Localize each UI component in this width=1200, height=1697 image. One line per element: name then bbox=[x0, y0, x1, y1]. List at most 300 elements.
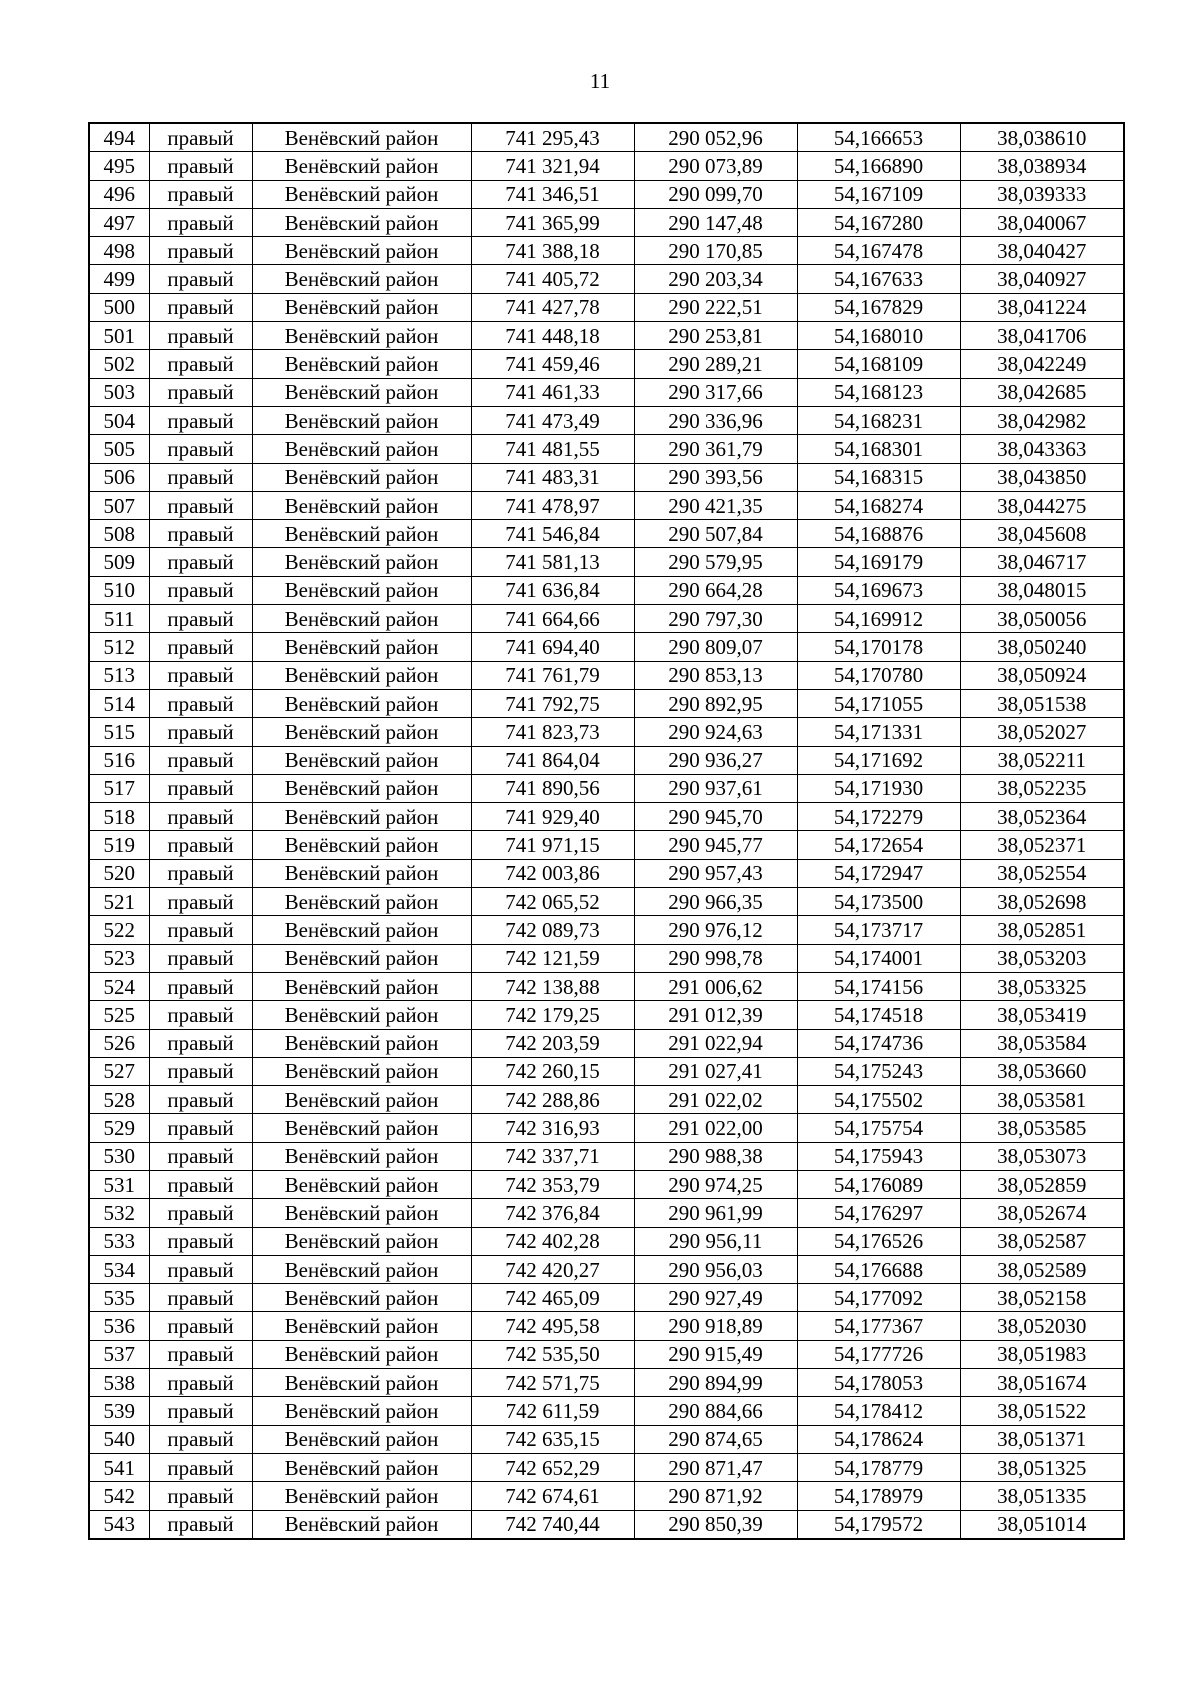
longitude-cell: 38,053203 bbox=[960, 944, 1124, 972]
point-number-cell: 520 bbox=[89, 859, 149, 887]
x-coordinate-cell: 741 483,31 bbox=[471, 463, 634, 491]
longitude-cell: 38,050240 bbox=[960, 633, 1124, 661]
y-coordinate-cell: 290 945,70 bbox=[634, 803, 797, 831]
x-coordinate-cell: 742 288,86 bbox=[471, 1086, 634, 1114]
x-coordinate-cell: 742 652,29 bbox=[471, 1453, 634, 1481]
x-coordinate-cell: 741 295,43 bbox=[471, 123, 634, 152]
x-coordinate-cell: 741 823,73 bbox=[471, 718, 634, 746]
longitude-cell: 38,048015 bbox=[960, 576, 1124, 604]
y-coordinate-cell: 290 892,95 bbox=[634, 689, 797, 717]
district-cell: Венёвский район bbox=[252, 1453, 471, 1481]
point-number-cell: 507 bbox=[89, 491, 149, 519]
x-coordinate-cell: 742 353,79 bbox=[471, 1170, 634, 1198]
table-row bbox=[89, 944, 1124, 972]
latitude-cell: 54,179572 bbox=[797, 1510, 960, 1539]
longitude-cell: 38,053660 bbox=[960, 1057, 1124, 1085]
latitude-cell: 54,170178 bbox=[797, 633, 960, 661]
longitude-cell: 38,051674 bbox=[960, 1369, 1124, 1397]
y-coordinate-cell: 290 170,85 bbox=[634, 237, 797, 265]
table-row bbox=[89, 1255, 1124, 1283]
latitude-cell: 54,172654 bbox=[797, 831, 960, 859]
table-row bbox=[89, 774, 1124, 802]
x-coordinate-cell: 741 473,49 bbox=[471, 406, 634, 434]
district-cell: Венёвский район bbox=[252, 718, 471, 746]
table-row bbox=[89, 633, 1124, 661]
latitude-cell: 54,178053 bbox=[797, 1369, 960, 1397]
x-coordinate-cell: 741 864,04 bbox=[471, 746, 634, 774]
x-coordinate-cell: 741 427,78 bbox=[471, 293, 634, 321]
latitude-cell: 54,175502 bbox=[797, 1086, 960, 1114]
x-coordinate-cell: 742 179,25 bbox=[471, 1001, 634, 1029]
point-number-cell: 496 bbox=[89, 180, 149, 208]
district-cell: Венёвский район bbox=[252, 888, 471, 916]
y-coordinate-cell: 290 809,07 bbox=[634, 633, 797, 661]
x-coordinate-cell: 742 316,93 bbox=[471, 1114, 634, 1142]
x-coordinate-cell: 741 971,15 bbox=[471, 831, 634, 859]
longitude-cell: 38,042685 bbox=[960, 378, 1124, 406]
bank-cell: правый bbox=[149, 718, 252, 746]
x-coordinate-cell: 742 337,71 bbox=[471, 1142, 634, 1170]
table-row bbox=[89, 916, 1124, 944]
bank-cell: правый bbox=[149, 1029, 252, 1057]
bank-cell: правый bbox=[149, 463, 252, 491]
bank-cell: правый bbox=[149, 1086, 252, 1114]
district-cell: Венёвский район bbox=[252, 350, 471, 378]
bank-cell: правый bbox=[149, 831, 252, 859]
table-row bbox=[89, 123, 1124, 152]
bank-cell: правый bbox=[149, 520, 252, 548]
y-coordinate-cell: 290 099,70 bbox=[634, 180, 797, 208]
bank-cell: правый bbox=[149, 1227, 252, 1255]
table-row bbox=[89, 1114, 1124, 1142]
x-coordinate-cell: 742 402,28 bbox=[471, 1227, 634, 1255]
table-row bbox=[89, 746, 1124, 774]
x-coordinate-cell: 741 636,84 bbox=[471, 576, 634, 604]
table-row bbox=[89, 831, 1124, 859]
bank-cell: правый bbox=[149, 1255, 252, 1283]
table-row bbox=[89, 1227, 1124, 1255]
table-row bbox=[89, 803, 1124, 831]
longitude-cell: 38,052364 bbox=[960, 803, 1124, 831]
district-cell: Венёвский район bbox=[252, 689, 471, 717]
latitude-cell: 54,166653 bbox=[797, 123, 960, 152]
longitude-cell: 38,051335 bbox=[960, 1482, 1124, 1510]
page-number: 11 bbox=[589, 69, 611, 93]
latitude-cell: 54,175943 bbox=[797, 1142, 960, 1170]
point-number-cell: 534 bbox=[89, 1255, 149, 1283]
table-body bbox=[89, 123, 1124, 1539]
point-number-cell: 513 bbox=[89, 661, 149, 689]
y-coordinate-cell: 290 336,96 bbox=[634, 406, 797, 434]
longitude-cell: 38,052027 bbox=[960, 718, 1124, 746]
longitude-cell: 38,052030 bbox=[960, 1312, 1124, 1340]
y-coordinate-cell: 290 222,51 bbox=[634, 293, 797, 321]
district-cell: Венёвский район bbox=[252, 265, 471, 293]
district-cell: Венёвский район bbox=[252, 378, 471, 406]
y-coordinate-cell: 290 073,89 bbox=[634, 152, 797, 180]
longitude-cell: 38,040427 bbox=[960, 237, 1124, 265]
bank-cell: правый bbox=[149, 1397, 252, 1425]
bank-cell: правый bbox=[149, 1142, 252, 1170]
x-coordinate-cell: 742 571,75 bbox=[471, 1369, 634, 1397]
y-coordinate-cell: 290 853,13 bbox=[634, 661, 797, 689]
longitude-cell: 38,053585 bbox=[960, 1114, 1124, 1142]
y-coordinate-cell: 290 956,03 bbox=[634, 1255, 797, 1283]
district-cell: Венёвский район bbox=[252, 208, 471, 236]
district-cell: Венёвский район bbox=[252, 633, 471, 661]
y-coordinate-cell: 290 915,49 bbox=[634, 1340, 797, 1368]
y-coordinate-cell: 290 147,48 bbox=[634, 208, 797, 236]
y-coordinate-cell: 290 421,35 bbox=[634, 491, 797, 519]
longitude-cell: 38,052589 bbox=[960, 1255, 1124, 1283]
bank-cell: правый bbox=[149, 661, 252, 689]
y-coordinate-cell: 291 027,41 bbox=[634, 1057, 797, 1085]
y-coordinate-cell: 290 966,35 bbox=[634, 888, 797, 916]
latitude-cell: 54,167280 bbox=[797, 208, 960, 236]
x-coordinate-cell: 741 929,40 bbox=[471, 803, 634, 831]
district-cell: Венёвский район bbox=[252, 944, 471, 972]
y-coordinate-cell: 290 956,11 bbox=[634, 1227, 797, 1255]
point-number-cell: 500 bbox=[89, 293, 149, 321]
x-coordinate-cell: 742 495,58 bbox=[471, 1312, 634, 1340]
point-number-cell: 515 bbox=[89, 718, 149, 746]
table-row bbox=[89, 152, 1124, 180]
longitude-cell: 38,045608 bbox=[960, 520, 1124, 548]
x-coordinate-cell: 742 611,59 bbox=[471, 1397, 634, 1425]
x-coordinate-cell: 742 203,59 bbox=[471, 1029, 634, 1057]
point-number-cell: 508 bbox=[89, 520, 149, 548]
bank-cell: правый bbox=[149, 605, 252, 633]
y-coordinate-cell: 290 936,27 bbox=[634, 746, 797, 774]
table-row bbox=[89, 689, 1124, 717]
point-number-cell: 521 bbox=[89, 888, 149, 916]
table-row bbox=[89, 1029, 1124, 1057]
district-cell: Венёвский район bbox=[252, 1482, 471, 1510]
bank-cell: правый bbox=[149, 435, 252, 463]
longitude-cell: 38,053584 bbox=[960, 1029, 1124, 1057]
latitude-cell: 54,177092 bbox=[797, 1284, 960, 1312]
point-number-cell: 512 bbox=[89, 633, 149, 661]
point-number-cell: 494 bbox=[89, 123, 149, 152]
point-number-cell: 531 bbox=[89, 1170, 149, 1198]
x-coordinate-cell: 741 346,51 bbox=[471, 180, 634, 208]
y-coordinate-cell: 291 022,02 bbox=[634, 1086, 797, 1114]
point-number-cell: 505 bbox=[89, 435, 149, 463]
y-coordinate-cell: 290 850,39 bbox=[634, 1510, 797, 1539]
y-coordinate-cell: 290 924,63 bbox=[634, 718, 797, 746]
district-cell: Венёвский район bbox=[252, 237, 471, 265]
table-row bbox=[89, 661, 1124, 689]
point-number-cell: 495 bbox=[89, 152, 149, 180]
table-row bbox=[89, 1312, 1124, 1340]
bank-cell: правый bbox=[149, 1170, 252, 1198]
longitude-cell: 38,052211 bbox=[960, 746, 1124, 774]
y-coordinate-cell: 290 927,49 bbox=[634, 1284, 797, 1312]
y-coordinate-cell: 290 884,66 bbox=[634, 1397, 797, 1425]
point-number-cell: 538 bbox=[89, 1369, 149, 1397]
bank-cell: правый bbox=[149, 774, 252, 802]
point-number-cell: 517 bbox=[89, 774, 149, 802]
latitude-cell: 54,174001 bbox=[797, 944, 960, 972]
district-cell: Венёвский район bbox=[252, 123, 471, 152]
latitude-cell: 54,171331 bbox=[797, 718, 960, 746]
district-cell: Венёвский район bbox=[252, 576, 471, 604]
longitude-cell: 38,038610 bbox=[960, 123, 1124, 152]
y-coordinate-cell: 290 871,92 bbox=[634, 1482, 797, 1510]
point-number-cell: 532 bbox=[89, 1199, 149, 1227]
y-coordinate-cell: 290 998,78 bbox=[634, 944, 797, 972]
table-row bbox=[89, 293, 1124, 321]
x-coordinate-cell: 742 376,84 bbox=[471, 1199, 634, 1227]
table-row bbox=[89, 972, 1124, 1000]
table-row bbox=[89, 1482, 1124, 1510]
district-cell: Венёвский район bbox=[252, 1369, 471, 1397]
longitude-cell: 38,038934 bbox=[960, 152, 1124, 180]
bank-cell: правый bbox=[149, 1453, 252, 1481]
bank-cell: правый bbox=[149, 1001, 252, 1029]
district-cell: Венёвский район bbox=[252, 463, 471, 491]
point-number-cell: 501 bbox=[89, 322, 149, 350]
table-row bbox=[89, 265, 1124, 293]
latitude-cell: 54,171692 bbox=[797, 746, 960, 774]
longitude-cell: 38,051983 bbox=[960, 1340, 1124, 1368]
longitude-cell: 38,043363 bbox=[960, 435, 1124, 463]
district-cell: Венёвский район bbox=[252, 1057, 471, 1085]
y-coordinate-cell: 291 022,94 bbox=[634, 1029, 797, 1057]
y-coordinate-cell: 290 874,65 bbox=[634, 1425, 797, 1453]
bank-cell: правый bbox=[149, 916, 252, 944]
longitude-cell: 38,052851 bbox=[960, 916, 1124, 944]
y-coordinate-cell: 290 797,30 bbox=[634, 605, 797, 633]
table-row bbox=[89, 180, 1124, 208]
longitude-cell: 38,046717 bbox=[960, 548, 1124, 576]
bank-cell: правый bbox=[149, 180, 252, 208]
longitude-cell: 38,040067 bbox=[960, 208, 1124, 236]
coordinates-table bbox=[88, 122, 1125, 1540]
district-cell: Венёвский район bbox=[252, 491, 471, 519]
bank-cell: правый bbox=[149, 1199, 252, 1227]
longitude-cell: 38,052859 bbox=[960, 1170, 1124, 1198]
district-cell: Венёвский район bbox=[252, 859, 471, 887]
district-cell: Венёвский район bbox=[252, 406, 471, 434]
y-coordinate-cell: 290 289,21 bbox=[634, 350, 797, 378]
district-cell: Венёвский район bbox=[252, 520, 471, 548]
latitude-cell: 54,168231 bbox=[797, 406, 960, 434]
latitude-cell: 54,168010 bbox=[797, 322, 960, 350]
point-number-cell: 524 bbox=[89, 972, 149, 1000]
latitude-cell: 54,170780 bbox=[797, 661, 960, 689]
bank-cell: правый bbox=[149, 548, 252, 576]
y-coordinate-cell: 290 579,95 bbox=[634, 548, 797, 576]
longitude-cell: 38,040927 bbox=[960, 265, 1124, 293]
y-coordinate-cell: 290 664,28 bbox=[634, 576, 797, 604]
longitude-cell: 38,051325 bbox=[960, 1453, 1124, 1481]
district-cell: Венёвский район bbox=[252, 180, 471, 208]
latitude-cell: 54,174736 bbox=[797, 1029, 960, 1057]
y-coordinate-cell: 290 317,66 bbox=[634, 378, 797, 406]
district-cell: Венёвский район bbox=[252, 774, 471, 802]
bank-cell: правый bbox=[149, 859, 252, 887]
point-number-cell: 540 bbox=[89, 1425, 149, 1453]
table-row bbox=[89, 237, 1124, 265]
y-coordinate-cell: 291 006,62 bbox=[634, 972, 797, 1000]
latitude-cell: 54,176089 bbox=[797, 1170, 960, 1198]
bank-cell: правый bbox=[149, 1425, 252, 1453]
bank-cell: правый bbox=[149, 888, 252, 916]
point-number-cell: 527 bbox=[89, 1057, 149, 1085]
x-coordinate-cell: 741 321,94 bbox=[471, 152, 634, 180]
table-row bbox=[89, 1425, 1124, 1453]
point-number-cell: 526 bbox=[89, 1029, 149, 1057]
x-coordinate-cell: 741 388,18 bbox=[471, 237, 634, 265]
x-coordinate-cell: 742 674,61 bbox=[471, 1482, 634, 1510]
longitude-cell: 38,042982 bbox=[960, 406, 1124, 434]
latitude-cell: 54,172279 bbox=[797, 803, 960, 831]
longitude-cell: 38,053073 bbox=[960, 1142, 1124, 1170]
bank-cell: правый bbox=[149, 406, 252, 434]
point-number-cell: 502 bbox=[89, 350, 149, 378]
district-cell: Венёвский район bbox=[252, 1255, 471, 1283]
latitude-cell: 54,167829 bbox=[797, 293, 960, 321]
longitude-cell: 38,052371 bbox=[960, 831, 1124, 859]
y-coordinate-cell: 290 988,38 bbox=[634, 1142, 797, 1170]
x-coordinate-cell: 741 761,79 bbox=[471, 661, 634, 689]
y-coordinate-cell: 290 974,25 bbox=[634, 1170, 797, 1198]
latitude-cell: 54,176526 bbox=[797, 1227, 960, 1255]
longitude-cell: 38,053419 bbox=[960, 1001, 1124, 1029]
x-coordinate-cell: 741 478,97 bbox=[471, 491, 634, 519]
bank-cell: правый bbox=[149, 491, 252, 519]
district-cell: Венёвский район bbox=[252, 1510, 471, 1539]
longitude-cell: 38,051371 bbox=[960, 1425, 1124, 1453]
latitude-cell: 54,166890 bbox=[797, 152, 960, 180]
point-number-cell: 498 bbox=[89, 237, 149, 265]
latitude-cell: 54,178979 bbox=[797, 1482, 960, 1510]
y-coordinate-cell: 291 012,39 bbox=[634, 1001, 797, 1029]
district-cell: Венёвский район bbox=[252, 1086, 471, 1114]
latitude-cell: 54,178412 bbox=[797, 1397, 960, 1425]
table-row bbox=[89, 1340, 1124, 1368]
x-coordinate-cell: 742 121,59 bbox=[471, 944, 634, 972]
x-coordinate-cell: 741 664,66 bbox=[471, 605, 634, 633]
table-row bbox=[89, 322, 1124, 350]
latitude-cell: 54,168315 bbox=[797, 463, 960, 491]
bank-cell: правый bbox=[149, 1510, 252, 1539]
y-coordinate-cell: 290 253,81 bbox=[634, 322, 797, 350]
x-coordinate-cell: 741 694,40 bbox=[471, 633, 634, 661]
longitude-cell: 38,052587 bbox=[960, 1227, 1124, 1255]
longitude-cell: 38,050056 bbox=[960, 605, 1124, 633]
district-cell: Венёвский район bbox=[252, 152, 471, 180]
district-cell: Венёвский район bbox=[252, 1425, 471, 1453]
bank-cell: правый bbox=[149, 322, 252, 350]
district-cell: Венёвский район bbox=[252, 605, 471, 633]
bank-cell: правый bbox=[149, 944, 252, 972]
x-coordinate-cell: 742 003,86 bbox=[471, 859, 634, 887]
latitude-cell: 54,168109 bbox=[797, 350, 960, 378]
table-row bbox=[89, 350, 1124, 378]
latitude-cell: 54,173500 bbox=[797, 888, 960, 916]
table-row bbox=[89, 378, 1124, 406]
latitude-cell: 54,175243 bbox=[797, 1057, 960, 1085]
y-coordinate-cell: 290 976,12 bbox=[634, 916, 797, 944]
district-cell: Венёвский район bbox=[252, 435, 471, 463]
latitude-cell: 54,168301 bbox=[797, 435, 960, 463]
bank-cell: правый bbox=[149, 378, 252, 406]
longitude-cell: 38,051522 bbox=[960, 1397, 1124, 1425]
table-row bbox=[89, 1142, 1124, 1170]
latitude-cell: 54,178779 bbox=[797, 1453, 960, 1481]
district-cell: Венёвский район bbox=[252, 916, 471, 944]
bank-cell: правый bbox=[149, 1114, 252, 1142]
district-cell: Венёвский район bbox=[252, 1170, 471, 1198]
x-coordinate-cell: 742 260,15 bbox=[471, 1057, 634, 1085]
point-number-cell: 510 bbox=[89, 576, 149, 604]
longitude-cell: 38,053325 bbox=[960, 972, 1124, 1000]
latitude-cell: 54,167478 bbox=[797, 237, 960, 265]
table-row bbox=[89, 463, 1124, 491]
latitude-cell: 54,172947 bbox=[797, 859, 960, 887]
longitude-cell: 38,051538 bbox=[960, 689, 1124, 717]
district-cell: Венёвский район bbox=[252, 1397, 471, 1425]
point-number-cell: 543 bbox=[89, 1510, 149, 1539]
table-row bbox=[89, 1057, 1124, 1085]
latitude-cell: 54,171055 bbox=[797, 689, 960, 717]
table-row bbox=[89, 548, 1124, 576]
x-coordinate-cell: 741 405,72 bbox=[471, 265, 634, 293]
y-coordinate-cell: 290 052,96 bbox=[634, 123, 797, 152]
bank-cell: правый bbox=[149, 746, 252, 774]
x-coordinate-cell: 742 420,27 bbox=[471, 1255, 634, 1283]
x-coordinate-cell: 741 459,46 bbox=[471, 350, 634, 378]
x-coordinate-cell: 742 465,09 bbox=[471, 1284, 634, 1312]
x-coordinate-cell: 741 581,13 bbox=[471, 548, 634, 576]
latitude-cell: 54,167109 bbox=[797, 180, 960, 208]
longitude-cell: 38,042249 bbox=[960, 350, 1124, 378]
longitude-cell: 38,044275 bbox=[960, 491, 1124, 519]
x-coordinate-cell: 742 740,44 bbox=[471, 1510, 634, 1539]
latitude-cell: 54,173717 bbox=[797, 916, 960, 944]
table-row bbox=[89, 1510, 1124, 1539]
point-number-cell: 536 bbox=[89, 1312, 149, 1340]
table-row bbox=[89, 208, 1124, 236]
x-coordinate-cell: 741 792,75 bbox=[471, 689, 634, 717]
bank-cell: правый bbox=[149, 803, 252, 831]
point-number-cell: 514 bbox=[89, 689, 149, 717]
table-row bbox=[89, 1086, 1124, 1114]
bank-cell: правый bbox=[149, 576, 252, 604]
latitude-cell: 54,167633 bbox=[797, 265, 960, 293]
bank-cell: правый bbox=[149, 237, 252, 265]
latitude-cell: 54,177367 bbox=[797, 1312, 960, 1340]
point-number-cell: 523 bbox=[89, 944, 149, 972]
longitude-cell: 38,041706 bbox=[960, 322, 1124, 350]
district-cell: Венёвский район bbox=[252, 1114, 471, 1142]
y-coordinate-cell: 290 961,99 bbox=[634, 1199, 797, 1227]
bank-cell: правый bbox=[149, 1057, 252, 1085]
point-number-cell: 516 bbox=[89, 746, 149, 774]
table-row bbox=[89, 888, 1124, 916]
y-coordinate-cell: 290 507,84 bbox=[634, 520, 797, 548]
point-number-cell: 509 bbox=[89, 548, 149, 576]
table-row bbox=[89, 1170, 1124, 1198]
bank-cell: правый bbox=[149, 208, 252, 236]
x-coordinate-cell: 741 890,56 bbox=[471, 774, 634, 802]
point-number-cell: 506 bbox=[89, 463, 149, 491]
table-row bbox=[89, 1369, 1124, 1397]
district-cell: Венёвский район bbox=[252, 548, 471, 576]
latitude-cell: 54,168123 bbox=[797, 378, 960, 406]
